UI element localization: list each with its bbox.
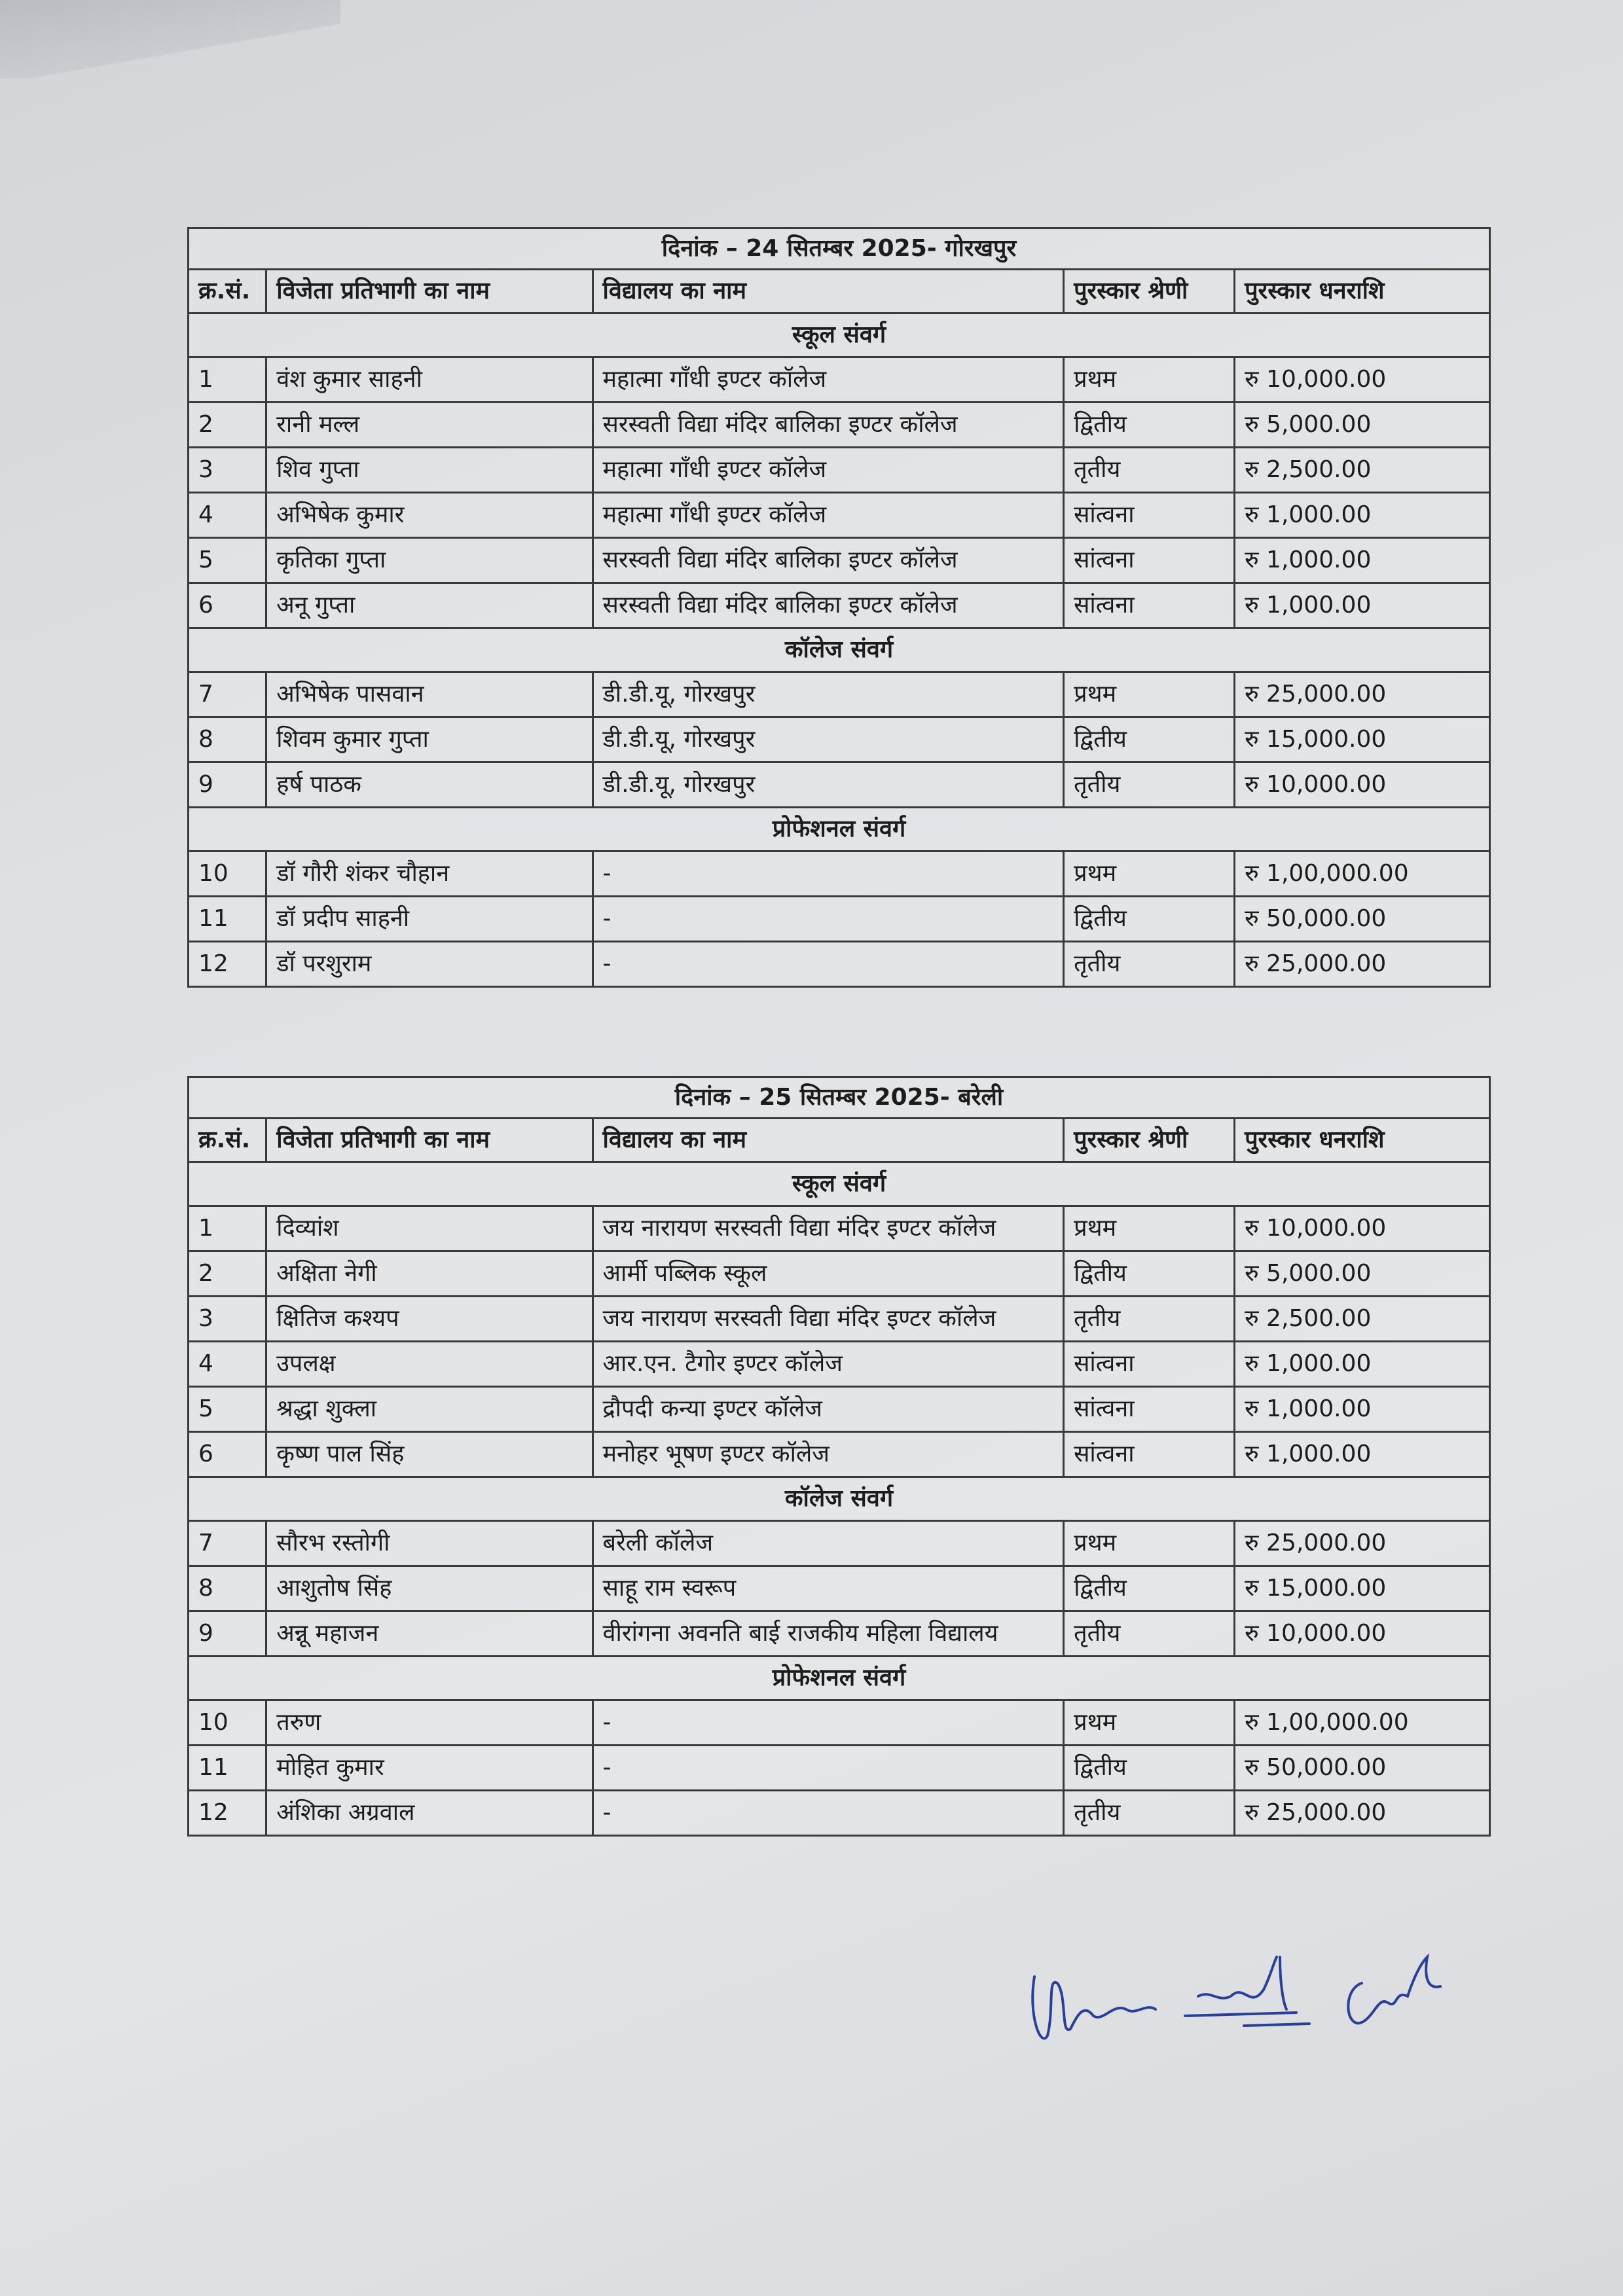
section-title: कॉलेज संवर्ग	[189, 1477, 1490, 1521]
section-row	[189, 1477, 1490, 1521]
prize-category-cell: तृतीय	[1064, 1791, 1235, 1836]
signature-2	[1185, 1957, 1309, 2026]
column-header: क्र.सं.	[189, 270, 266, 314]
table-row	[189, 1566, 1490, 1611]
serial-cell: 11	[189, 897, 266, 942]
school-name-cell: द्रौपदी कन्या इण्टर कॉलेज	[593, 1387, 1064, 1432]
winner-name-cell: दिव्यांश	[266, 1206, 593, 1251]
winner-name-cell: हर्ष पाठक	[266, 762, 593, 808]
section-title: प्रोफेशनल संवर्ग	[189, 808, 1490, 852]
serial-cell: 8	[189, 717, 266, 762]
school-name-cell: महात्मा गाँधी इण्टर कॉलेज	[593, 493, 1064, 538]
prize-category-cell: द्वितीय	[1064, 1566, 1235, 1611]
prize-amount-cell: रु 25,000.00	[1235, 672, 1490, 717]
table-row	[189, 448, 1490, 493]
prize-amount-cell: रु 5,000.00	[1235, 1251, 1490, 1297]
prize-category-cell: तृतीय	[1064, 762, 1235, 808]
table-row	[189, 897, 1490, 942]
winner-name-cell: अभिषेक कुमार	[266, 493, 593, 538]
prize-amount-cell: रु 1,000.00	[1235, 583, 1490, 628]
table-title: दिनांक – 25 सितम्बर 2025- बरेली	[189, 1077, 1490, 1119]
school-name-cell: डी.डी.यू, गोरखपुर	[593, 672, 1064, 717]
prize-category-cell: प्रथम	[1064, 852, 1235, 897]
table-row	[189, 717, 1490, 762]
table-row	[189, 1746, 1490, 1791]
section-title: प्रोफेशनल संवर्ग	[189, 1657, 1490, 1700]
winner-name-cell: रानी मल्ल	[266, 403, 593, 448]
prize-category-cell: सांत्वना	[1064, 1432, 1235, 1477]
serial-cell: 12	[189, 1791, 266, 1836]
serial-cell: 7	[189, 672, 266, 717]
prize-category-cell: द्वितीय	[1064, 403, 1235, 448]
serial-cell: 7	[189, 1521, 266, 1566]
winner-name-cell: श्रद्धा शुक्ला	[266, 1387, 593, 1432]
prize-amount-cell: रु 15,000.00	[1235, 717, 1490, 762]
table-row	[189, 583, 1490, 628]
results-table-bareilly	[187, 1076, 1491, 1837]
column-header: विद्यालय का नाम	[593, 270, 1064, 314]
prize-category-cell: तृतीय	[1064, 942, 1235, 987]
prize-category-cell: प्रथम	[1064, 1700, 1235, 1746]
prize-category-cell: सांत्वना	[1064, 583, 1235, 628]
winner-name-cell: मोहित कुमार	[266, 1746, 593, 1791]
winner-name-cell: कृतिका गुप्ता	[266, 538, 593, 583]
prize-category-cell: तृतीय	[1064, 1611, 1235, 1657]
prize-category-cell: सांत्वना	[1064, 1387, 1235, 1432]
serial-cell: 5	[189, 538, 266, 583]
school-name-cell: वीरांगना अवनति बाई राजकीय महिला विद्यालय	[593, 1611, 1064, 1657]
school-name-cell: जय नारायण सरस्वती विद्या मंदिर इण्टर कॉलेज	[593, 1206, 1064, 1251]
serial-cell: 1	[189, 1206, 266, 1251]
table-row	[189, 1342, 1490, 1387]
table-row	[189, 1611, 1490, 1657]
prize-category-cell: प्रथम	[1064, 1521, 1235, 1566]
winner-name-cell: डॉ गौरी शंकर चौहान	[266, 852, 593, 897]
section-row	[189, 314, 1490, 357]
serial-cell: 6	[189, 1432, 266, 1477]
prize-amount-cell: रु 2,500.00	[1235, 1297, 1490, 1342]
section-row	[189, 808, 1490, 852]
serial-cell: 6	[189, 583, 266, 628]
school-name-cell: सरस्वती विद्या मंदिर बालिका इण्टर कॉलेज	[593, 403, 1064, 448]
serial-cell: 5	[189, 1387, 266, 1432]
winner-name-cell: उपलक्ष	[266, 1342, 593, 1387]
table-title-row	[189, 1077, 1490, 1119]
school-name-cell: जय नारायण सरस्वती विद्या मंदिर इण्टर कॉलेज	[593, 1297, 1064, 1342]
section-title: स्कूल संवर्ग	[189, 314, 1490, 357]
prize-amount-cell: रु 15,000.00	[1235, 1566, 1490, 1611]
prize-category-cell: सांत्वना	[1064, 538, 1235, 583]
winner-name-cell: शिव गुप्ता	[266, 448, 593, 493]
table-row	[189, 852, 1490, 897]
prize-category-cell: द्वितीय	[1064, 897, 1235, 942]
school-name-cell: -	[593, 1700, 1064, 1746]
winner-name-cell: सौरभ रस्तोगी	[266, 1521, 593, 1566]
winner-name-cell: डॉ प्रदीप साहनी	[266, 897, 593, 942]
prize-amount-cell: रु 1,00,000.00	[1235, 1700, 1490, 1746]
prize-category-cell: द्वितीय	[1064, 1746, 1235, 1791]
prize-category-cell: प्रथम	[1064, 357, 1235, 403]
prize-amount-cell: रु 1,000.00	[1235, 1387, 1490, 1432]
prize-amount-cell: रु 1,000.00	[1235, 1432, 1490, 1477]
school-name-cell: -	[593, 1746, 1064, 1791]
table-row	[189, 1387, 1490, 1432]
serial-cell: 4	[189, 493, 266, 538]
table-row	[189, 762, 1490, 808]
table-row	[189, 942, 1490, 987]
table-title: दिनांक – 24 सितम्बर 2025- गोरखपुर	[189, 228, 1490, 270]
signatures	[1021, 1937, 1519, 2068]
table-row	[189, 1297, 1490, 1342]
winner-name-cell: क्षितिज कश्यप	[266, 1297, 593, 1342]
signature-1	[1032, 1977, 1156, 2038]
prize-category-cell: द्वितीय	[1064, 1251, 1235, 1297]
prize-amount-cell: रु 25,000.00	[1235, 1521, 1490, 1566]
school-name-cell: साहू राम स्वरूप	[593, 1566, 1064, 1611]
table-row	[189, 1251, 1490, 1297]
section-title: स्कूल संवर्ग	[189, 1162, 1490, 1206]
serial-cell: 2	[189, 1251, 266, 1297]
winner-name-cell: आशुतोष सिंह	[266, 1566, 593, 1611]
column-header: विजेता प्रतिभागी का नाम	[266, 270, 593, 314]
serial-cell: 12	[189, 942, 266, 987]
prize-amount-cell: रु 2,500.00	[1235, 448, 1490, 493]
prize-amount-cell: रु 1,000.00	[1235, 1342, 1490, 1387]
table-row	[189, 1700, 1490, 1746]
serial-cell: 3	[189, 448, 266, 493]
table-row	[189, 1791, 1490, 1836]
serial-cell: 8	[189, 1566, 266, 1611]
prize-category-cell: तृतीय	[1064, 448, 1235, 493]
school-name-cell: -	[593, 1791, 1064, 1836]
winner-name-cell: अनू गुप्ता	[266, 583, 593, 628]
winner-name-cell: वंश कुमार साहनी	[266, 357, 593, 403]
school-name-cell: -	[593, 942, 1064, 987]
serial-cell: 3	[189, 1297, 266, 1342]
prize-amount-cell: रु 10,000.00	[1235, 1206, 1490, 1251]
school-name-cell: सरस्वती विद्या मंदिर बालिका इण्टर कॉलेज	[593, 538, 1064, 583]
school-name-cell: महात्मा गाँधी इण्टर कॉलेज	[593, 448, 1064, 493]
school-name-cell: -	[593, 852, 1064, 897]
serial-cell: 2	[189, 403, 266, 448]
school-name-cell: आर्मी पब्लिक स्कूल	[593, 1251, 1064, 1297]
winner-name-cell: कृष्ण पाल सिंह	[266, 1432, 593, 1477]
column-header: विद्यालय का नाम	[593, 1119, 1064, 1162]
prize-category-cell: प्रथम	[1064, 672, 1235, 717]
column-header: क्र.सं.	[189, 1119, 266, 1162]
section-row	[189, 628, 1490, 672]
table-row	[189, 1206, 1490, 1251]
column-header: पुरस्कार श्रेणी	[1064, 1119, 1235, 1162]
column-header: विजेता प्रतिभागी का नाम	[266, 1119, 593, 1162]
winner-name-cell: शिवम कुमार गुप्ता	[266, 717, 593, 762]
prize-amount-cell: रु 50,000.00	[1235, 897, 1490, 942]
school-name-cell: सरस्वती विद्या मंदिर बालिका इण्टर कॉलेज	[593, 583, 1064, 628]
winner-name-cell: अंशिका अग्रवाल	[266, 1791, 593, 1836]
school-name-cell: महात्मा गाँधी इण्टर कॉलेज	[593, 357, 1064, 403]
table-row	[189, 538, 1490, 583]
prize-amount-cell: रु 25,000.00	[1235, 942, 1490, 987]
page-corner-shadow	[0, 0, 340, 79]
column-header: पुरस्कार धनराशि	[1235, 270, 1490, 314]
serial-cell: 4	[189, 1342, 266, 1387]
section-row	[189, 1162, 1490, 1206]
column-header: पुरस्कार श्रेणी	[1064, 270, 1235, 314]
table-row	[189, 1432, 1490, 1477]
winner-name-cell: अक्षिता नेगी	[266, 1251, 593, 1297]
serial-cell: 9	[189, 1611, 266, 1657]
winner-name-cell: डॉ परशुराम	[266, 942, 593, 987]
winner-name-cell: अन्नू महाजन	[266, 1611, 593, 1657]
table-row	[189, 493, 1490, 538]
table-row	[189, 403, 1490, 448]
serial-cell: 10	[189, 852, 266, 897]
table-row	[189, 672, 1490, 717]
table-row	[189, 357, 1490, 403]
serial-cell: 1	[189, 357, 266, 403]
prize-category-cell: तृतीय	[1064, 1297, 1235, 1342]
prize-amount-cell: रु 10,000.00	[1235, 1611, 1490, 1657]
school-name-cell: आर.एन. टैगोर इण्टर कॉलेज	[593, 1342, 1064, 1387]
prize-amount-cell: रु 5,000.00	[1235, 403, 1490, 448]
prize-category-cell: द्वितीय	[1064, 717, 1235, 762]
table-title-row	[189, 228, 1490, 270]
prize-amount-cell: रु 10,000.00	[1235, 357, 1490, 403]
table-header-row	[189, 270, 1490, 314]
prize-category-cell: प्रथम	[1064, 1206, 1235, 1251]
school-name-cell: मनोहर भूषण इण्टर कॉलेज	[593, 1432, 1064, 1477]
serial-cell: 10	[189, 1700, 266, 1746]
table-row	[189, 1521, 1490, 1566]
prize-amount-cell: रु 1,000.00	[1235, 538, 1490, 583]
school-name-cell: डी.डी.यू, गोरखपुर	[593, 717, 1064, 762]
signature-3	[1348, 1957, 1440, 2023]
school-name-cell: -	[593, 897, 1064, 942]
results-table-gorakhpur	[187, 227, 1491, 988]
prize-category-cell: सांत्वना	[1064, 493, 1235, 538]
prize-amount-cell: रु 1,000.00	[1235, 493, 1490, 538]
prize-amount-cell: रु 1,00,000.00	[1235, 852, 1490, 897]
serial-cell: 9	[189, 762, 266, 808]
prize-amount-cell: रु 25,000.00	[1235, 1791, 1490, 1836]
prize-category-cell: सांत्वना	[1064, 1342, 1235, 1387]
prize-amount-cell: रु 50,000.00	[1235, 1746, 1490, 1791]
winner-name-cell: अभिषेक पासवान	[266, 672, 593, 717]
winner-name-cell: तरुण	[266, 1700, 593, 1746]
section-title: कॉलेज संवर्ग	[189, 628, 1490, 672]
school-name-cell: बरेली कॉलेज	[593, 1521, 1064, 1566]
school-name-cell: डी.डी.यू, गोरखपुर	[593, 762, 1064, 808]
serial-cell: 11	[189, 1746, 266, 1791]
table-header-row	[189, 1119, 1490, 1162]
prize-amount-cell: रु 10,000.00	[1235, 762, 1490, 808]
column-header: पुरस्कार धनराशि	[1235, 1119, 1490, 1162]
section-row	[189, 1657, 1490, 1700]
